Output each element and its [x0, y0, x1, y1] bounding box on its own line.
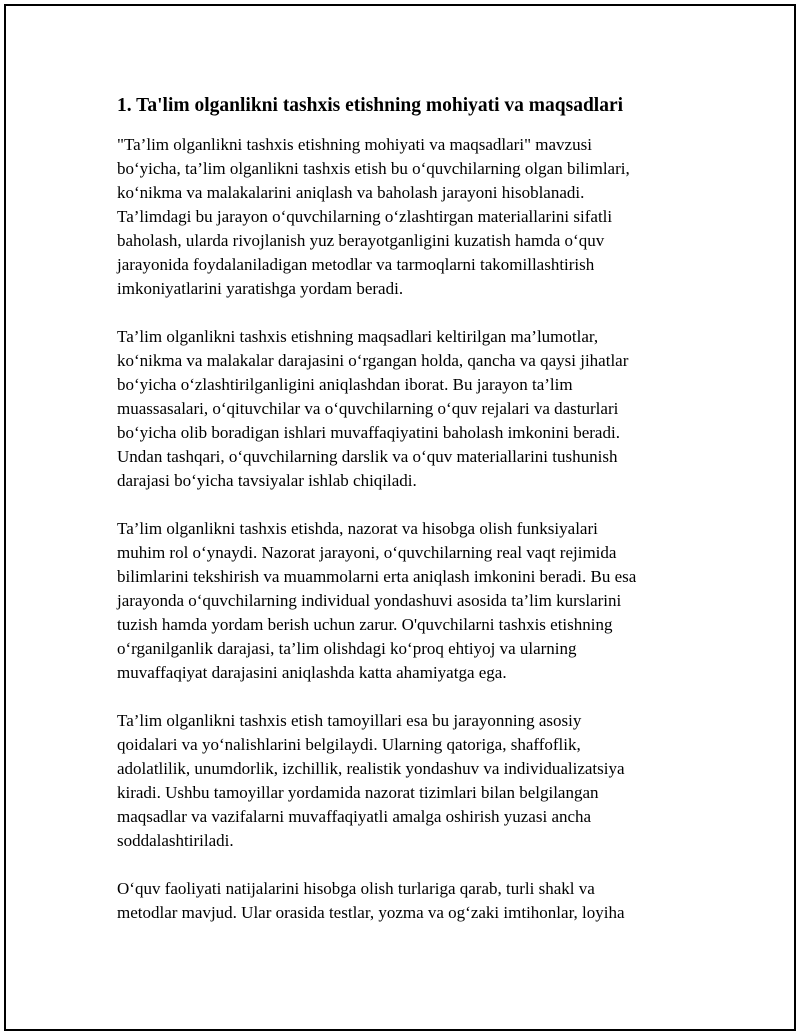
- text-line: bo‘yicha o‘zlashtirilganligini aniqlashdan iborat. Bu jarayon ta’lim: [117, 375, 573, 394]
- text-line: soddalashtiriladi.: [117, 831, 234, 850]
- section-heading: 1. Ta'lim olganlikni tashxis etishning mohiyati va maqsadlari: [117, 95, 624, 116]
- text-line: bo‘yicha olib boradigan ishlari muvaffaqiyatini baholash imkonini beradi.: [117, 423, 620, 442]
- paragraph-forms-methods: [117, 877, 677, 925]
- text-line: jarayonda o‘quvchilarning individual yondashuvi asosida ta’lim kurslarini: [117, 591, 622, 610]
- paragraph-goals: [117, 325, 677, 493]
- text-line: o‘rganilganlik darajasi, ta’lim olishdagi ko‘proq ehtiyoj va ularning: [117, 639, 577, 658]
- text-line: maqsadlar va vazifalarni muvaffaqiyatli amalga oshirish yuzasi ancha: [117, 807, 592, 826]
- text-line: Ta’lim olganlikni tashxis etishning maqsadlari keltirilgan ma’lumotlar,: [117, 327, 599, 346]
- text-line: O‘quv faoliyati natijalarini hisobga olish turlariga qarab, turli shakl va: [117, 879, 595, 898]
- text-line: metodlar mavjud. Ular orasida testlar, yozma va og‘zaki imtihonlar, loyiha: [117, 903, 625, 922]
- text-line: qoidalari va yo‘nalishlarini belgilaydi. Ularning qatoriga, shaffoflik,: [117, 735, 581, 754]
- text-line: kiradi. Ushbu tamoyillar yordamida nazorat tizimlari bilan belgilangan: [117, 783, 599, 802]
- text-line: Ta’lim olganlikni tashxis etish tamoyillari esa bu jarayonning asosiy: [117, 711, 582, 730]
- text-line: muassasalari, o‘qituvchilar va o‘quvchilarning o‘quv rejalari va dasturlari: [117, 399, 619, 418]
- text-line: jarayonida foydalaniladigan metodlar va tarmoqlarni takomillashtirish: [117, 255, 595, 274]
- text-line: muhim rol o‘ynaydi. Nazorat jarayoni, o‘quvchilarning real vaqt rejimida: [117, 543, 617, 562]
- paragraph-control-functions: [117, 517, 677, 685]
- text-line: muvaffaqiyat darajasini aniqlashda katta ahamiyatga ega.: [117, 663, 507, 682]
- text-line: Undan tashqari, o‘quvchilarning darslik va o‘quv materiallarini tushunish: [117, 447, 618, 466]
- text-line: ko‘nikma va malakalarini aniqlash va baholash jarayoni hisoblanadi.: [117, 183, 585, 202]
- text-line: bilimlarini tekshirish va muammolarni erta aniqlash imkonini beradi. Bu esa: [117, 567, 637, 586]
- text-line: "Ta’lim olganlikni tashxis etishning mohiyati va maqsadlari" mavzusi: [117, 135, 592, 154]
- text-line: tuzish hamda yordam berish uchun zarur. O'quvchilarni tashxis etishning: [117, 615, 613, 634]
- text-line: adolatlilik, unumdorlik, izchillik, realistik yondashuv va individualizatsiya: [117, 759, 625, 778]
- document-body: [117, 92, 677, 949]
- text-line: bo‘yicha, ta’lim olganlikni tashxis etish bu o‘quvchilarning olgan bilimlari,: [117, 159, 630, 178]
- text-line: baholash, ularda rivojlanish yuz berayotganligini kuzatish hamda o‘quv: [117, 231, 605, 250]
- paragraph-principles: [117, 709, 677, 853]
- text-line: imkoniyatlarini yaratishga yordam beradi.: [117, 279, 404, 298]
- text-line: Ta’lim olganlikni tashxis etishda, nazorat va hisobga olish funksiyalari: [117, 519, 598, 538]
- text-line: Ta’limdagi bu jarayon o‘quvchilarning o‘zlashtirgan materiallarini sifatli: [117, 207, 613, 226]
- text-line: ko‘nikma va malakalar darajasini o‘rgangan holda, qancha va qaysi jihatlar: [117, 351, 629, 370]
- text-line: darajasi bo‘yicha tavsiyalar ishlab chiqiladi.: [117, 471, 417, 490]
- paragraph-definition: [117, 133, 677, 301]
